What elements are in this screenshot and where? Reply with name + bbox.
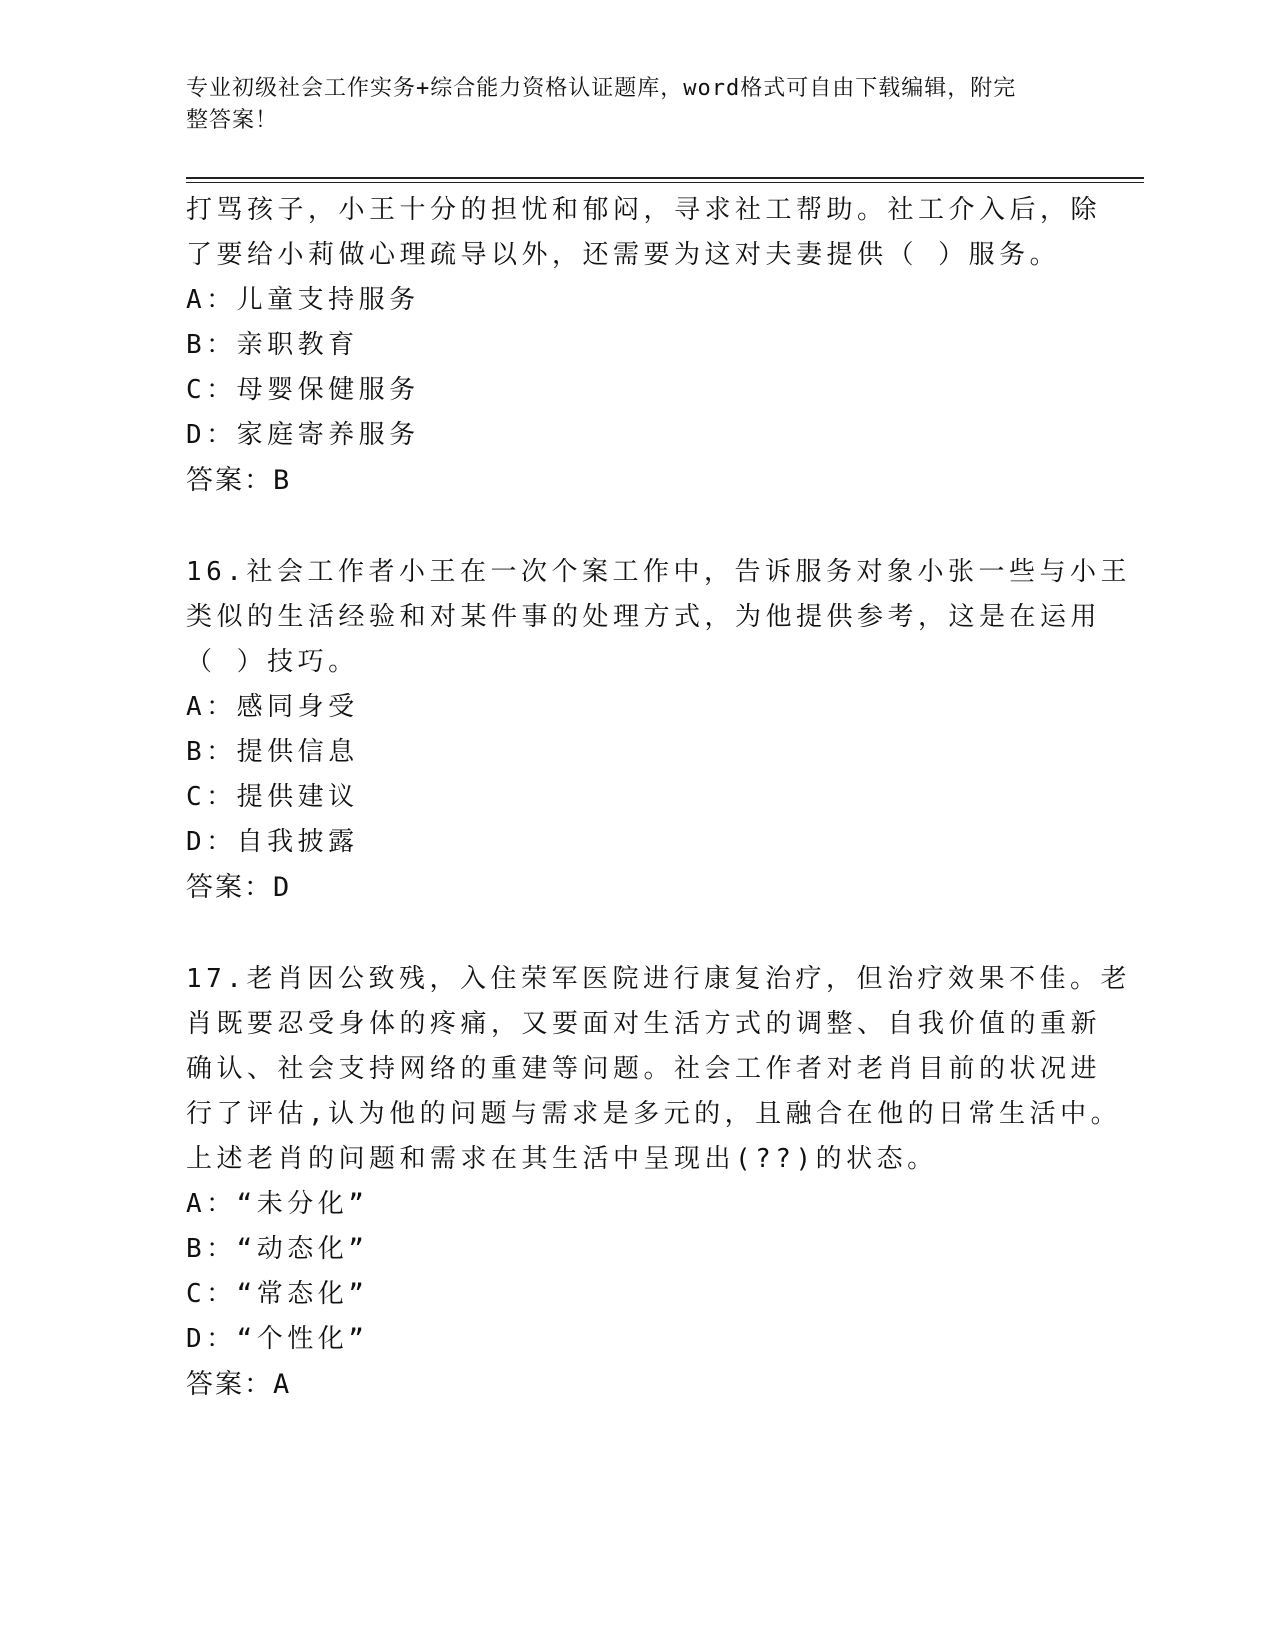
question-16-option-a: A：感同身受 [186,692,359,722]
question-15-option-d: D：家庭寄养服务 [186,420,420,450]
header-divider-thin [186,182,1144,183]
question-15-option-a: A：儿童支持服务 [186,285,420,315]
question-15-option-c: C：母婴保健服务 [186,375,420,405]
header-divider-thick [186,177,1144,179]
question-17-option-b: B：“动态化” [186,1234,369,1264]
question-17-stem-line-5: 上述老肖的问题和需求在其生活中呈现出(??)的状态。 [186,1144,938,1174]
question-16-stem-line-2: 类似的生活经验和对某件事的处理方式，为他提供参考，这是在运用 [186,602,1102,632]
question-17-stem-line-3: 确认、社会支持网络的重建等问题。社会工作者对老肖目前的状况进 [186,1054,1102,1084]
question-16-stem-line-3: （ ）技巧。 [186,647,359,677]
header-line-2: 整答案！ [186,108,279,133]
question-17-stem-line-2: 肖既要忍受身体的疼痛，又要面对生活方式的调整、自我价值的重新 [186,1009,1102,1039]
question-15-stem-line-1: 打骂孩子，小王十分的担忧和郁闷，寻求社工帮助。社工介入后，除 [186,195,1102,225]
question-16-option-d: D：自我披露 [186,827,359,857]
question-17-answer: 答案：A [186,1369,292,1400]
question-spacer [186,910,1076,957]
question-15 [186,188,1102,503]
question-15-option-b: B：亲职教育 [186,330,359,360]
question-17-option-a: A：“未分化” [186,1189,369,1219]
question-17-option-d: D：“个性化” [186,1324,369,1354]
question-spacer [186,503,1076,550]
question-15-answer: 答案：B [186,465,292,496]
question-16-option-c: C：提供建议 [186,782,359,812]
header-line-1: 专业初级社会工作实务+综合能力资格认证题库，word格式可自由下载编辑，附完 [186,76,1017,101]
question-17-option-c: C：“常态化” [186,1279,369,1309]
question-17 [186,957,1131,1407]
question-content [186,188,1131,1407]
question-16-option-b: B：提供信息 [186,737,359,767]
question-17-stem-line-4: 行了评估,认为他的问题与需求是多元的，且融合在他的日常生活中。 [186,1099,1122,1129]
question-16-answer: 答案：D [186,872,292,903]
question-16-stem-line-1: 16.社会工作者小王在一次个案工作中，告诉服务对象小张一些与小王 [186,557,1131,587]
question-15-stem-line-2: 了要给小莉做心理疏导以外，还需要为这对夫妻提供（ ）服务。 [186,240,1061,270]
question-16 [186,550,1131,910]
document-header [186,73,1066,137]
question-17-stem-line-1: 17.老肖因公致残，入住荣军医院进行康复治疗，但治疗效果不佳。老 [186,964,1131,994]
